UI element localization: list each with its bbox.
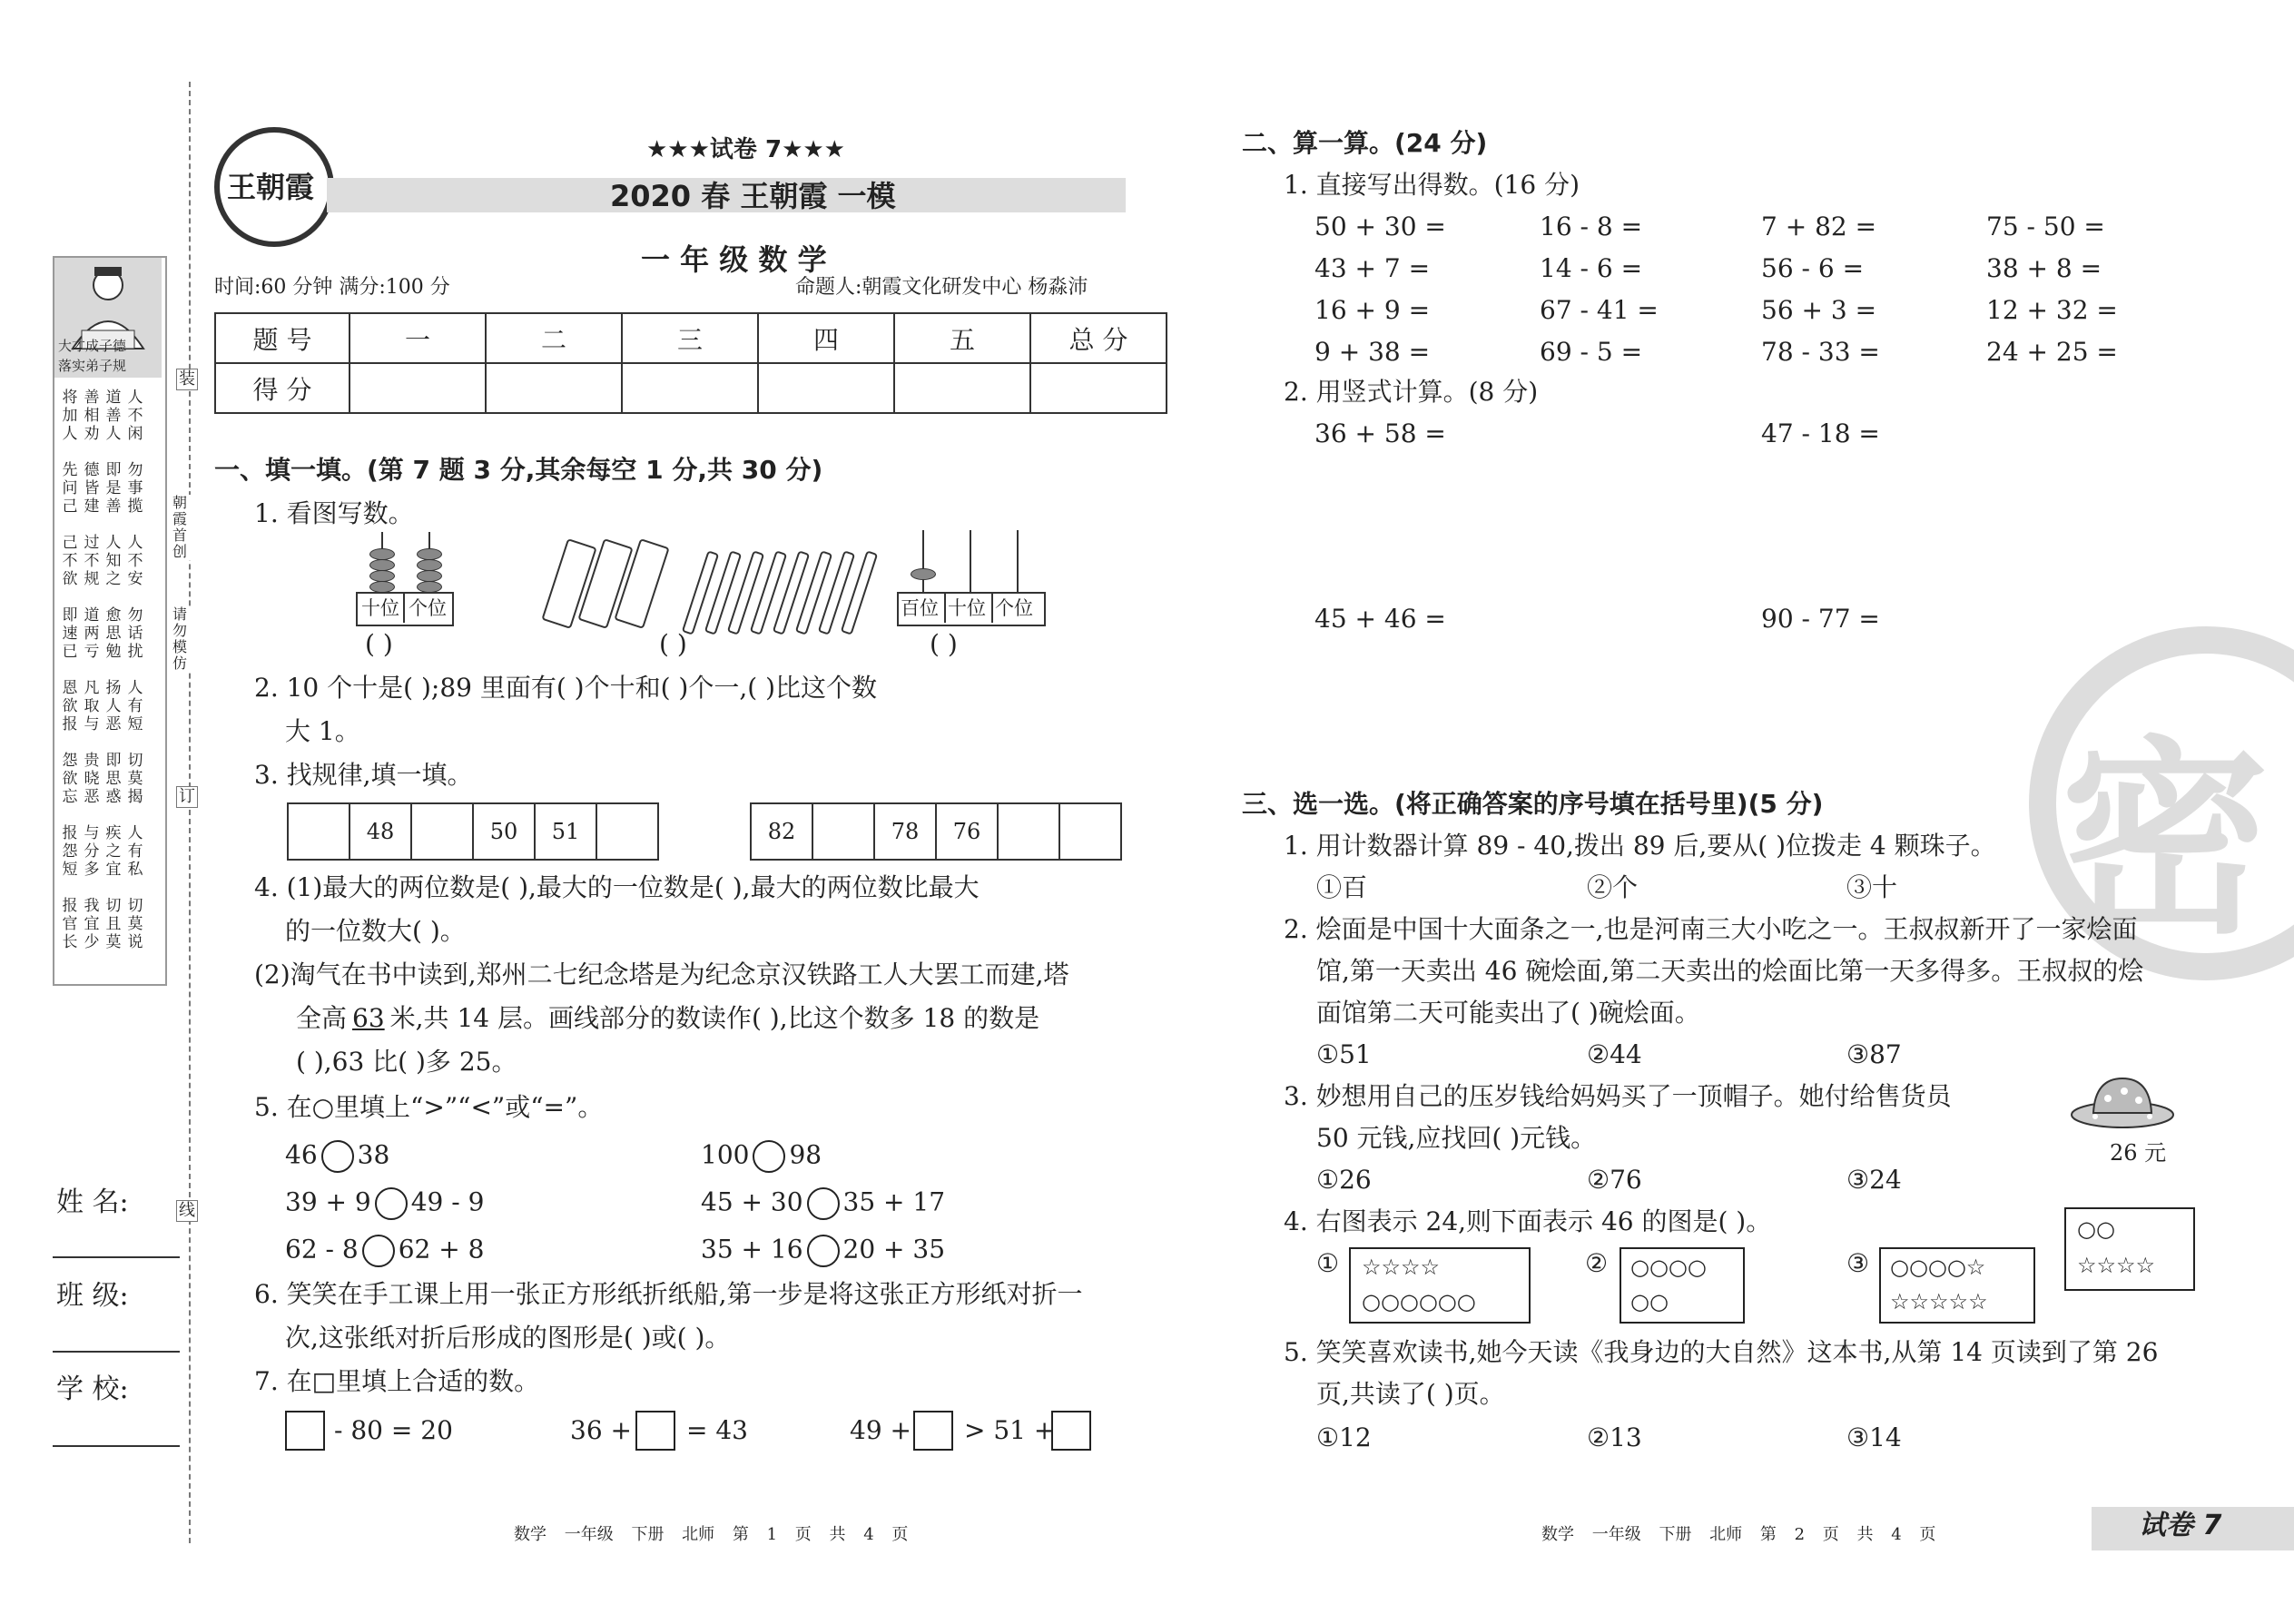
bind-note-3: 请勿模仿 — [172, 606, 191, 672]
q4-d-pre: 全高 — [296, 1003, 348, 1033]
s3-q4-ref-row2: ☆☆☆☆ — [2077, 1253, 2156, 1278]
s3-q2-text-b: 馆,第一天卖出 46 碗烩面,第二天卖出的烩面比第一天多得多。王叔叔的烩 — [1316, 956, 2144, 986]
sequence-1 — [287, 802, 659, 861]
s3-q3-opt-c[interactable]: ③24 — [1846, 1165, 1902, 1195]
section1-title: 一、填一填。(第 7 题 3 分,其余每空 1 分,共 30 分) — [214, 455, 823, 485]
proverb-column: 勿事揽 — [127, 461, 143, 516]
calc-item: 24 + 25 = — [1986, 337, 2118, 367]
seq1-cell: 50 — [473, 803, 535, 860]
s3-q4-box3-row1: ○○○○☆ — [1890, 1255, 1986, 1280]
class-line[interactable] — [53, 1351, 180, 1353]
s3-q2-text-a: 2. 烩面是中国十大面条之一,也是河南三大小吃之一。王叔叔新开了一家烩面 — [1284, 914, 2138, 944]
proverb-column: 道善人 — [105, 389, 122, 443]
calc-item: 16 + 9 = — [1314, 295, 1431, 325]
compare-circle[interactable] — [362, 1235, 395, 1267]
abacus1-label-tens: 十位 — [361, 597, 399, 619]
vertical-calc-2: 47 - 18 = — [1761, 418, 1880, 448]
proverb-column: 报怨短 — [62, 824, 78, 879]
q4-text-b: 的一位数大( )。 — [285, 916, 466, 946]
q7-box-3[interactable] — [913, 1411, 953, 1451]
compare-3: 39 + 9 49 - 9 — [285, 1187, 484, 1220]
proverb-column: 人知之 — [105, 534, 122, 588]
seq1-cell[interactable] — [596, 803, 658, 860]
s3-q1-opt-b[interactable]: ②个 — [1587, 872, 1639, 902]
s3-q2-text-c: 面馆第二天可能卖出了( )碗烩面。 — [1316, 998, 1700, 1028]
s3-q2-opt-c[interactable]: ③87 — [1846, 1039, 1902, 1069]
proverb-column: 报官长 — [62, 897, 78, 951]
main-title: 2020 春 王朝霞 一模 — [610, 179, 896, 213]
seq2-cell: 82 — [751, 803, 812, 860]
footer-right: 数学 一年级 下册 北师 第 2 页 共 4 页 — [1541, 1525, 1936, 1544]
calc-item: 16 - 8 = — [1540, 212, 1643, 241]
compare-circle[interactable] — [321, 1140, 354, 1173]
s3-q4-box2-row1: ○○○○ — [1630, 1255, 1707, 1280]
q7-box-2[interactable] — [635, 1411, 675, 1451]
secret-stamp-char: 密 — [2061, 717, 2270, 962]
score-cell[interactable] — [1030, 363, 1167, 413]
proverb-column: 人不安 — [127, 534, 143, 588]
s3-q5-opt-c[interactable]: ③14 — [1846, 1422, 1902, 1452]
proverb-column: 道两亏 — [84, 606, 100, 661]
q7-expr-3a: 49 + — [850, 1415, 911, 1445]
s3-q2-opt-b[interactable]: ②44 — [1587, 1039, 1642, 1069]
compare-circle[interactable] — [807, 1187, 840, 1220]
q6-text-b: 次,这张纸对折后形成的图形是( )或( )。 — [285, 1323, 731, 1353]
q4-text-c: (2)淘气在书中读到,郑州二七纪念塔是为纪念京汉铁路工人大罢工而建,塔 — [254, 960, 1069, 989]
s3-q5-text-a: 5. 笑笑喜欢读书,她今天读《我身边的大自然》这本书,从第 14 页读到了第 26 — [1284, 1337, 2159, 1367]
compare-circle[interactable] — [753, 1140, 785, 1173]
q7-expr-1: - 80 = 20 — [334, 1415, 453, 1445]
bind-note-4: 订 — [176, 786, 198, 808]
score-table — [214, 312, 1167, 414]
s3-q4-text: 4. 右图表示 24,则下面表示 46 的图是( )。 — [1284, 1206, 1772, 1236]
s3-q1-opt-a[interactable]: ①百 — [1316, 872, 1368, 902]
q7-expr-2a: 36 + — [570, 1415, 632, 1445]
proverb-column: 先问己 — [62, 461, 78, 516]
score-header-0: 题 号 — [215, 313, 350, 363]
q4-text-a: 4. (1)最大的两位数是( ),最大的一位数是( ),最大的两位数比最大 — [254, 872, 980, 902]
q3-text: 3. 找规律,填一填。 — [254, 760, 473, 790]
school-label: 学 校: — [56, 1373, 129, 1405]
calc-item: 9 + 38 = — [1314, 337, 1431, 367]
score-cell[interactable] — [350, 363, 486, 413]
subject-title: 一 年 级 数 学 — [641, 242, 827, 277]
proverb-column: 扬人恶 — [105, 679, 122, 733]
q4-text-e: ( ),63 比( )多 25。 — [296, 1047, 517, 1077]
calc-item: 12 + 32 = — [1986, 295, 2118, 325]
section2-title: 二、算一算。(24 分) — [1242, 128, 1488, 158]
q4-d-post: 米,共 14 层。画线部分的数读作( ),比这个数多 18 的数是 — [389, 1003, 1040, 1033]
paper-tag: ★★★试卷 7★★★ — [646, 136, 845, 163]
compare-circle[interactable] — [375, 1187, 408, 1220]
q2-text-a: 2. 10 个十是( );89 里面有( )个十和( )个一,( )比这个数 — [254, 673, 878, 703]
proverb-column: 怨欲忘 — [62, 752, 78, 806]
s3-q4-mark-1[interactable]: ① — [1316, 1248, 1340, 1278]
seq1-cell: 48 — [350, 803, 411, 860]
calc-item: 78 - 33 = — [1761, 337, 1880, 367]
compare-circle[interactable] — [807, 1235, 840, 1267]
vertical-calc-1: 36 + 58 = — [1314, 418, 1446, 448]
proverb-column: 愈思勉 — [105, 606, 122, 661]
score-header-total: 总 分 — [1030, 313, 1167, 363]
compare-4: 45 + 30 35 + 17 — [701, 1187, 945, 1220]
s2-q2-text: 2. 用竖式计算。(8 分) — [1284, 377, 1539, 407]
score-header-3: 三 — [622, 313, 758, 363]
s3-q5-opt-b[interactable]: ②13 — [1587, 1422, 1642, 1452]
proverb-column: 切莫揭 — [127, 752, 143, 806]
sequence-2 — [750, 802, 1122, 861]
proverb-column: 过不规 — [84, 534, 100, 588]
s3-q4-box3-row2: ☆☆☆☆☆ — [1890, 1289, 1988, 1314]
section3-title: 三、选一选。(将正确答案的序号填在括号里)(5 分) — [1242, 789, 1824, 819]
calc-item: 75 - 50 = — [1986, 212, 2105, 241]
proverb-column: 己不欲 — [62, 534, 78, 588]
score-cell[interactable] — [758, 363, 894, 413]
name-label: 姓 名: — [56, 1186, 129, 1218]
score-header-2: 二 — [486, 313, 622, 363]
s3-q3-text-a: 3. 妙想用自己的压岁钱给妈妈买了一顶帽子。她付给售货员 — [1284, 1081, 1952, 1111]
proverb-column: 将加人 — [62, 389, 78, 443]
q4-text-d — [296, 1003, 1040, 1033]
brand-logo-text: 王朝霞 — [227, 170, 315, 204]
proverb-column: 恩欲报 — [62, 679, 78, 733]
school-line[interactable] — [53, 1445, 180, 1447]
calc-item: 14 - 6 = — [1540, 253, 1643, 283]
s3-q4-mark-2[interactable]: ② — [1585, 1248, 1609, 1278]
bind-note-2: 朝霞首创 — [172, 495, 191, 560]
abacus1-label-ones: 个位 — [409, 597, 447, 619]
abacus2-label-tens: 十位 — [948, 597, 986, 619]
hat-price: 26 元 — [2110, 1140, 2167, 1166]
s2-q1-text: 1. 直接写出得数。(16 分) — [1284, 170, 1580, 200]
proverb-column: 人有短 — [127, 679, 143, 733]
proverb-column: 人不闲 — [127, 389, 143, 443]
q1-text: 1. 看图写数。 — [254, 498, 414, 528]
s3-q2-opt-a[interactable]: ①51 — [1316, 1039, 1372, 1069]
s3-q5-opt-a[interactable]: ①12 — [1316, 1422, 1372, 1452]
proverb-column: 切且莫 — [105, 897, 122, 951]
abacus2-label-hundreds: 百位 — [901, 597, 939, 619]
vertical-calc-4: 90 - 77 = — [1761, 604, 1880, 634]
score-cell[interactable] — [622, 363, 758, 413]
s3-q3-opt-b[interactable]: ②76 — [1587, 1165, 1642, 1195]
hat-icon — [2068, 1071, 2177, 1135]
s3-q4-mark-3[interactable]: ③ — [1846, 1248, 1870, 1278]
seq1-cell[interactable] — [288, 803, 350, 860]
vertical-calc-3: 45 + 46 = — [1314, 604, 1446, 634]
calc-item: 43 + 7 = — [1314, 253, 1431, 283]
s3-q4-ref-row1: ○○ — [2077, 1216, 2115, 1242]
s3-q4-box1-row2: ○○○○○○ — [1362, 1289, 1476, 1314]
slogan-1: 大才成子德 — [58, 338, 127, 354]
proverb-column: 我宜少 — [84, 897, 100, 951]
s3-q5-text-b: 页,共读了( )页。 — [1316, 1379, 1505, 1409]
proverb-column: 德皆建 — [84, 461, 100, 516]
binding-line — [189, 82, 191, 1543]
s3-q4-box2-row2: ○○ — [1630, 1289, 1669, 1314]
q2-text-b: 大 1。 — [285, 716, 360, 746]
seq2-cell: 78 — [874, 803, 936, 860]
calc-item: 67 - 41 = — [1540, 295, 1659, 325]
seq2-cell[interactable] — [812, 803, 874, 860]
seq1-cell: 51 — [535, 803, 596, 860]
footer-left: 数学 一年级 下册 北师 第 1 页 共 4 页 — [514, 1525, 909, 1544]
compare-5: 62 - 8 62 + 8 — [285, 1235, 484, 1267]
proverb-column: 与分多 — [84, 824, 100, 879]
compare-1: 46 38 — [285, 1140, 389, 1173]
proverb-column: 即是善 — [105, 461, 122, 516]
score-header-5: 五 — [894, 313, 1030, 363]
calc-item: 38 + 8 = — [1986, 253, 2102, 283]
q7-expr-2b: = 43 — [686, 1415, 748, 1445]
proverb-column: 疾之宜 — [105, 824, 122, 879]
compare-6: 35 + 16 20 + 35 — [701, 1235, 945, 1267]
q5-text: 5. 在○里填上“>”“<”或“=”。 — [254, 1092, 604, 1122]
bind-note-1: 装 — [176, 369, 198, 390]
score-cell[interactable] — [486, 363, 622, 413]
q7-expr-3b: > 51 + — [964, 1415, 1056, 1445]
s3-q4-box1-row1: ☆☆☆☆ — [1362, 1255, 1441, 1280]
time-info: 时间:60 分钟 满分:100 分 — [214, 276, 450, 299]
s3-q3-opt-a[interactable]: ①26 — [1316, 1165, 1372, 1195]
class-label: 班 级: — [56, 1280, 129, 1312]
proverb-column: 切莫说 — [127, 897, 143, 951]
score-header-1: 一 — [350, 313, 486, 363]
seq2-cell[interactable] — [1059, 803, 1121, 860]
q7-box-4[interactable] — [1051, 1411, 1091, 1451]
q7-text: 7. 在□里填上合适的数。 — [254, 1366, 540, 1396]
proverb-column: 勿话扰 — [127, 606, 143, 661]
author: 命题人:朝霞文化研发中心 杨淼沛 — [795, 276, 1088, 299]
calc-item: 56 + 3 = — [1761, 295, 1877, 325]
s3-q1-text: 1. 用计数器计算 89 - 40,拨出 89 后,要从( )位拨走 4 颗珠子。 — [1284, 831, 1996, 861]
compare-2: 100 98 — [701, 1140, 822, 1173]
abacus2-label-ones: 个位 — [995, 597, 1033, 619]
q1-answer-1[interactable]: ( ) — [365, 629, 393, 659]
q1-answer-3[interactable]: ( ) — [930, 629, 958, 659]
calc-item: 56 - 6 = — [1761, 253, 1865, 283]
footer-paper-tag: 试卷 7 — [2139, 1510, 2222, 1541]
s3-q1-opt-c[interactable]: ③十 — [1846, 872, 1898, 902]
proverb-column: 贵晓恶 — [84, 752, 100, 806]
seq1-cell[interactable] — [411, 803, 473, 860]
q4-underlined-number: 63 — [352, 1003, 385, 1033]
q1-answer-2[interactable]: ( ) — [659, 629, 687, 659]
calc-item: 7 + 82 = — [1761, 212, 1877, 241]
proverb-column: 人有私 — [127, 824, 143, 879]
score-cell[interactable] — [894, 363, 1030, 413]
calc-item: 69 - 5 = — [1540, 337, 1643, 367]
slogan-2: 落实弟子规 — [58, 358, 127, 374]
proverb-column: 善相劝 — [84, 389, 100, 443]
q6-text-a: 6. 笑笑在手工课上用一张正方形纸折纸船,第一步是将这张正方形纸对折一 — [254, 1279, 1083, 1309]
score-row-label: 得 分 — [215, 363, 350, 413]
seq2-cell[interactable] — [998, 803, 1059, 860]
q7-box-1[interactable] — [285, 1411, 325, 1451]
proverb-column: 凡取与 — [84, 679, 100, 733]
proverb-column: 即思惑 — [105, 752, 122, 806]
seq2-cell: 76 — [936, 803, 998, 860]
score-header-4: 四 — [758, 313, 894, 363]
s3-q3-text-b: 50 元钱,应找回( )元钱。 — [1316, 1123, 1597, 1153]
name-line[interactable] — [53, 1256, 180, 1258]
bind-note-5: 线 — [176, 1200, 198, 1222]
proverb-column: 即速已 — [62, 606, 78, 661]
calc-item: 50 + 30 = — [1314, 212, 1446, 241]
